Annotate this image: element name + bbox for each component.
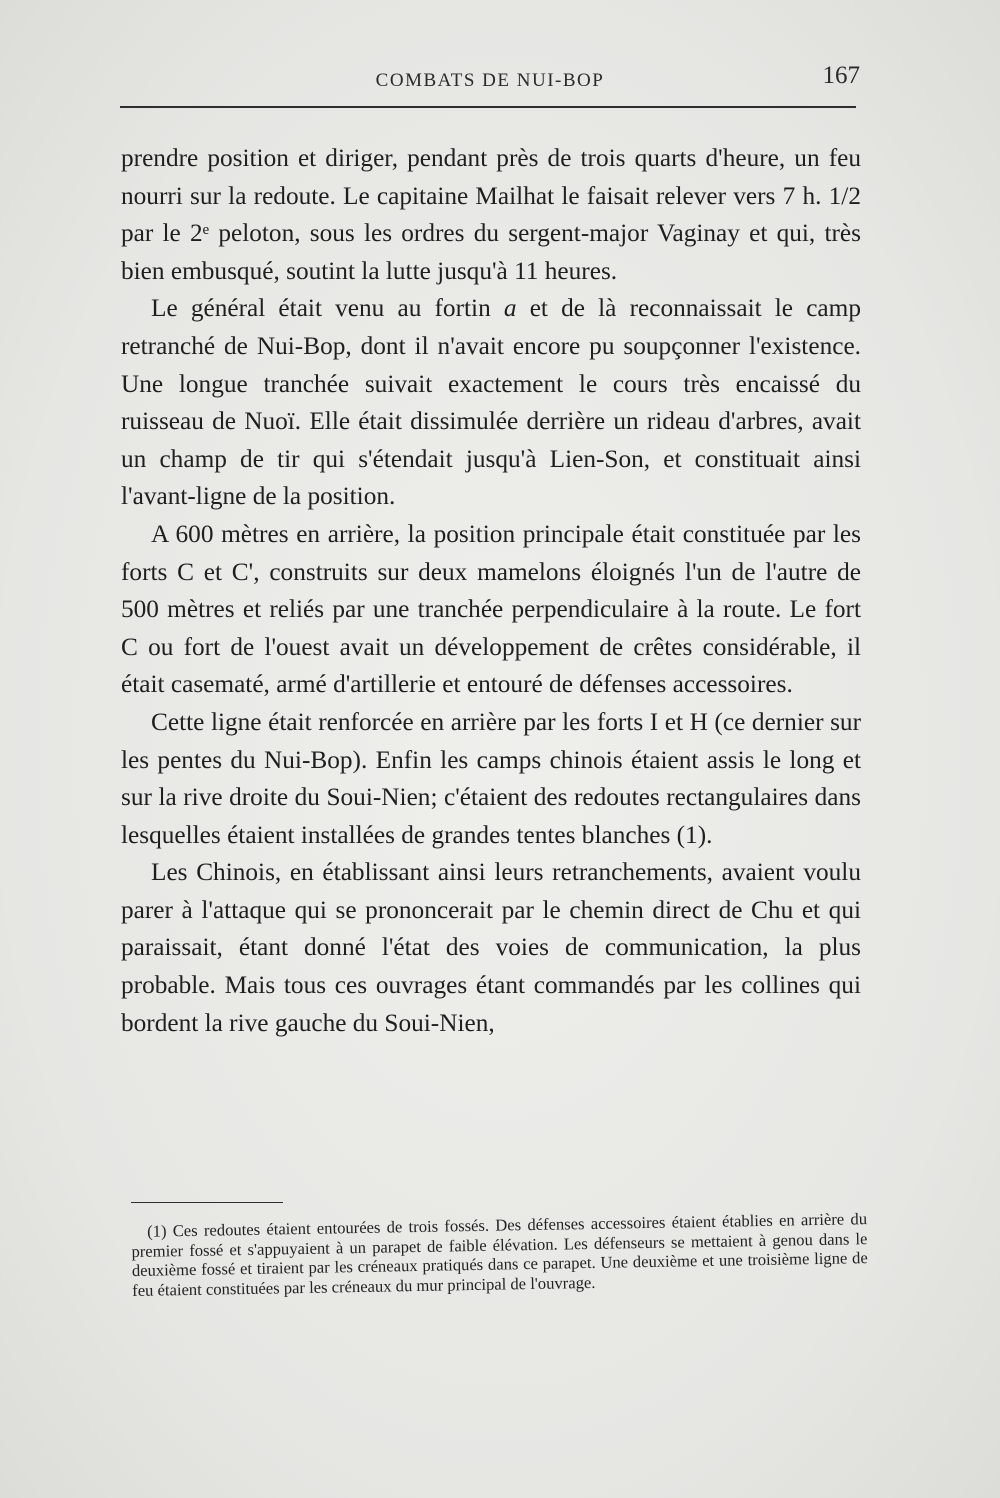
paragraph-2-italic-letter: a — [503, 294, 517, 323]
paragraph-1: prendre position et diriger, pendant près de trois quarts d'heure, un feu nourri sur la redoute. Le capitaine Mailhat le faisait relever vers 7 h. 1/2 par le 2ᵉ peloton, sous les ordres du sergent-major Vaginay et qui, très bien embusqué, soutint la lutte jusqu'à 11 heures. — [121, 144, 861, 285]
paragraph-5: Les Chinois, en établissant ainsi leurs retranchements, avaient voulu parer à l'attaque qui se prononcerait par le chemin direct de Chu et qui paraissait, étant donné l'état des voies de communication, la plus probable. Mais tous ces ouvrages étant commandés par les collines qui bordent la rive gauche du Soui-Nien, — [121, 858, 861, 1037]
paragraph-4: Cette ligne était renforcée en arrière par les forts I et H (ce dernier sur les pentes du Nui-Bop). Enfin les camps chinois étaient assis le long et sur la rive droite du Soui-Nien; c'étaient des redoutes rectangulaires dans lesquelles étaient installées de grandes tentes blanches (1). — [121, 707, 861, 849]
paragraph-2-start: Le général était venu au fortin — [151, 294, 504, 323]
footnote-text: (1) Ces redoutes étaient entourées de trois fossés. Des défenses accessoires étaient établies en arrière du premier fossé et s'appuyaient à un parapet de faible élévation. Les défenseurs se mettaient à genou dans le deuxième fossé et tiraient par les créneaux pratiqués dans ce parapet. Une deuxième et une troisième ligne de feu étaient constituées par les créneaux du mur principal de l'ouvrage. — [131, 1209, 868, 1300]
body-text — [121, 140, 861, 1042]
paragraph-3: A 600 mètres en arrière, la position principale était constituée par les forts C et C', construits sur deux mamelons éloignés l'un de l'autre de 500 mètres et reliés par une tranchée perpendiculaire à la route. Le fort C ou fort de l'ouest avait un développement de crêtes considérable, il était casematé, armé d'artillerie et entouré de défenses accessoires. — [121, 519, 861, 699]
footnote — [131, 1209, 868, 1300]
running-title: COMBATS DE NUI-BOP — [375, 70, 605, 91]
paragraph-2 — [121, 290, 861, 516]
page-number: 167 — [822, 62, 860, 89]
page-header — [120, 58, 860, 98]
paragraph-2-rest: et de là reconnaissait le camp retranché de Nui-Bop, dont il n'avait encore pu soupçonner l'existence. Une longue tranchée suivait exactement le cours très encaissé du ruisseau de Nuoï. Elle était dissimulée derrière un rideau d'arbres, avait un champ de tir qui s'étendait jusqu'à Lien-Son, et constituait ainsi l'avant-ligne de la position. — [121, 294, 861, 511]
footnote-rule — [131, 1202, 283, 1203]
header-rule — [120, 106, 856, 108]
